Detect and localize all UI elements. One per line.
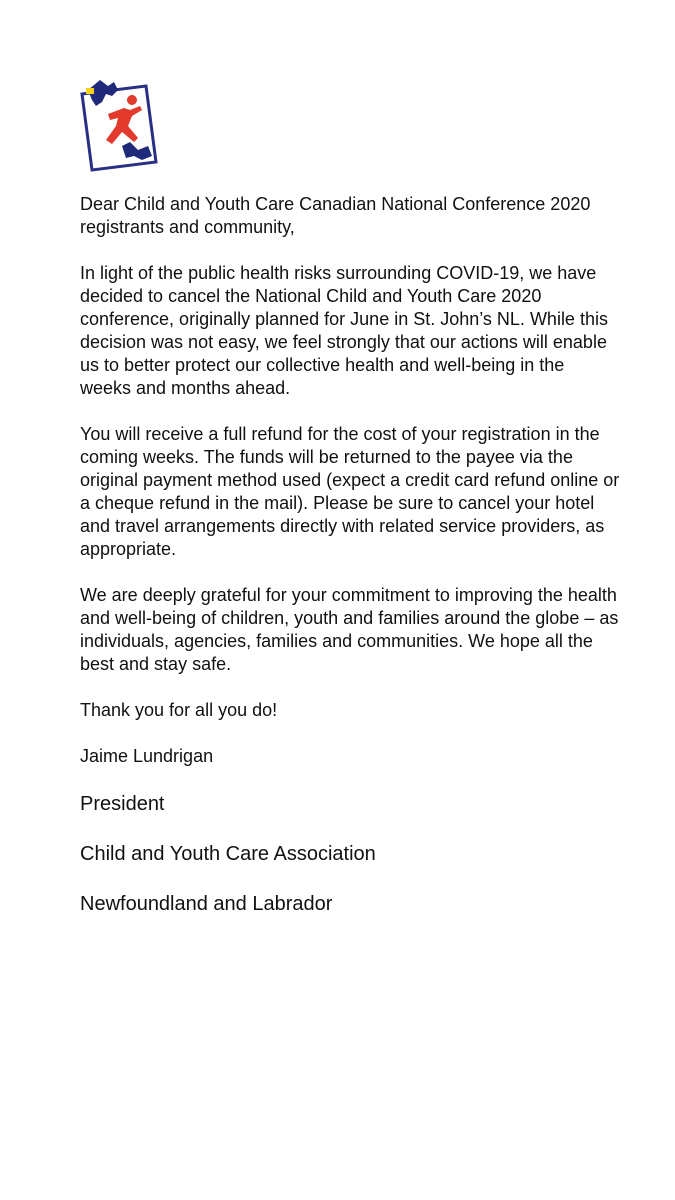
signature-block [80,745,620,918]
signature-name: Jaime Lundrigan [80,746,214,766]
association-logo [78,76,160,172]
letter-paragraph-covid: In light of the public health risks surrounding COVID-19, we have decided to cancel the National Child and Youth Care 2020 conference, originally planned for June in St. John’s NL. While this decision was not easy, we feel strongly that our actions will enable us to better protect our collective health and well-being in the weeks and months ahead. [80,263,608,398]
letter-salutation: Dear Child and Youth Care Canadian National Conference 2020 registrants and community, [80,194,591,237]
logo-flag [86,88,94,94]
logo-figure-head [127,95,137,105]
signature-organization-line2: Newfoundland and Labrador [80,893,333,915]
letter-paragraph-gratitude: We are deeply grateful for your commitment to improving the health and well-being of children, youth and families around the globe – as individuals, agencies, families and communities. We hope all the best and stay safe. [80,585,619,674]
letter-closing: Thank you for all you do! [80,700,278,720]
letter-body [80,193,620,941]
signature-title: President [80,793,165,815]
letter-paragraph-refund: You will receive a full refund for the cost of your registration in the coming weeks. The funds will be returned to the payee via the original payment method used (expect a credit card refund online or a cheque refund in the mail). Please be sure to cancel your hotel and travel arrangements directly with related service providers, as appropriate. [80,424,620,559]
signature-organization-line1: Child and Youth Care Association [80,843,376,865]
